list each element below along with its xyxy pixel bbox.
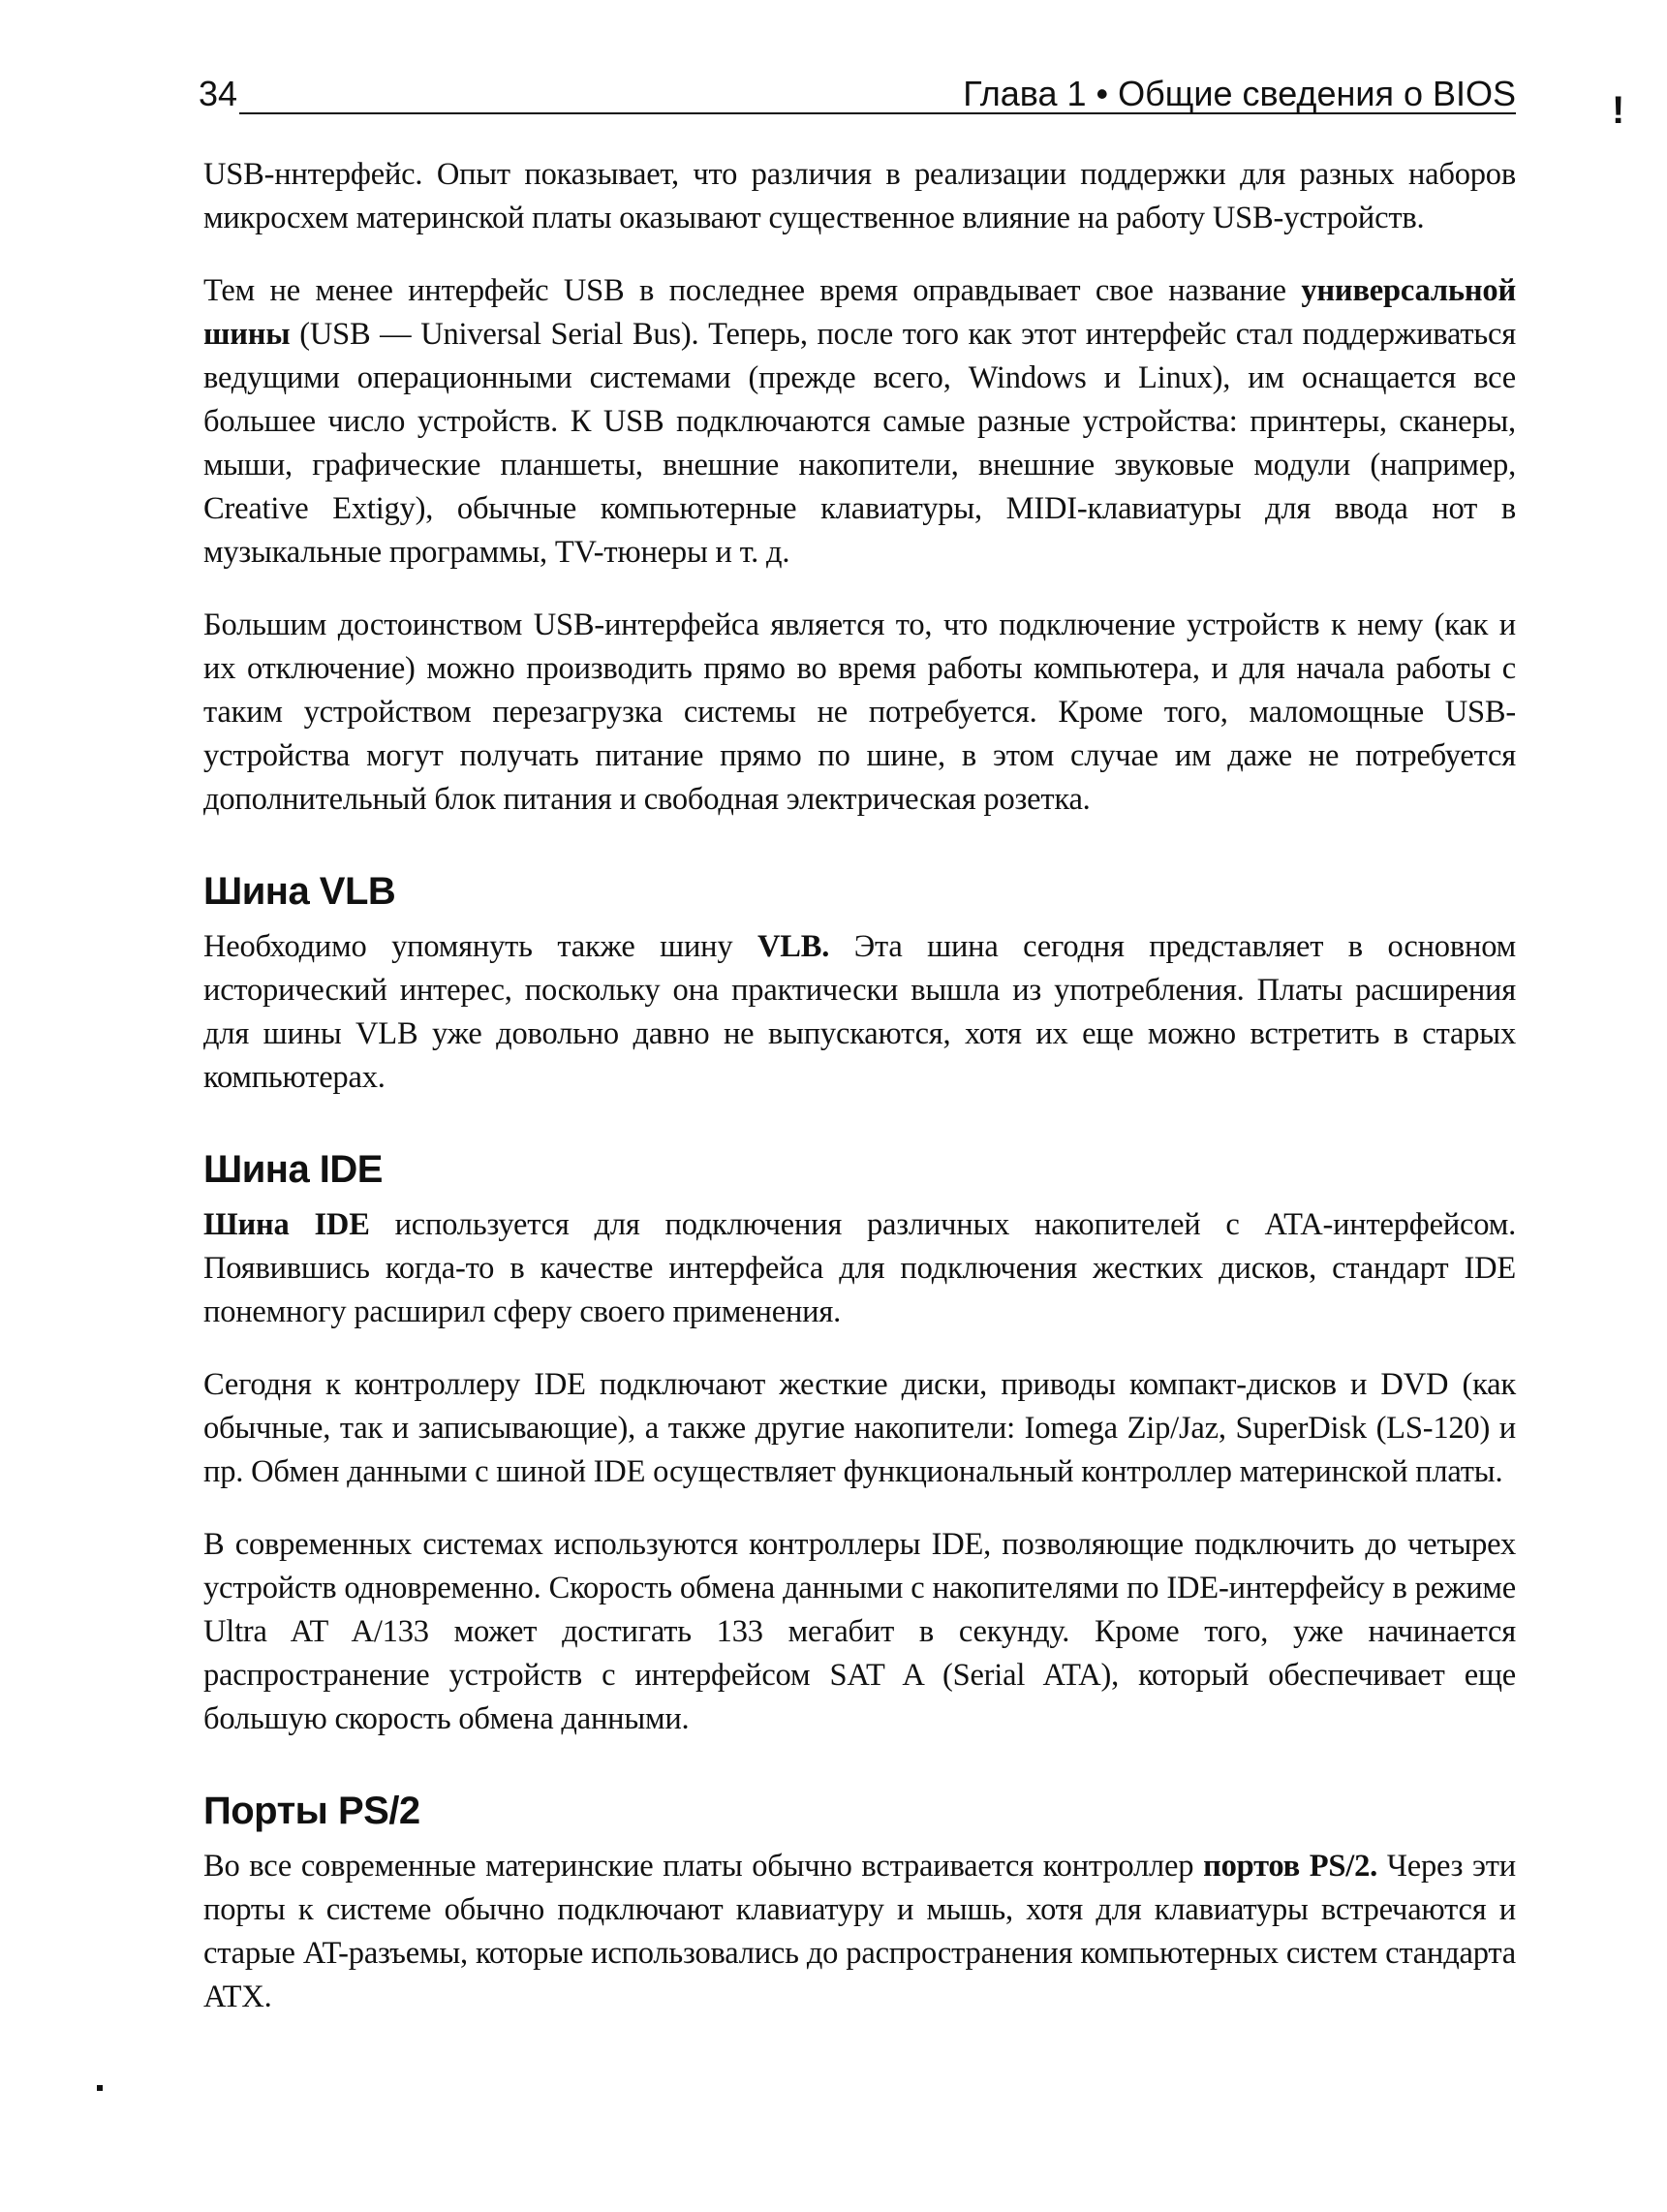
ps2-p1-term: портов PS/2. bbox=[1203, 1849, 1378, 1884]
vlb-p1-text-after: Эта шина сегодня представляет в основном исторический интерес, поскольку она практически вышла из употребления. Платы расширения для шины VLB уже довольно давно не выпускаются, хотя их еще можно встретить в старых компьютерах. bbox=[203, 929, 1516, 1095]
intro-p2-text-before: Тем не менее интерфейс USB в последнее время оправдывает свое название bbox=[203, 273, 1302, 308]
ide-paragraph-2: Сегодня к контроллеру IDE подключают жесткие диски, приводы компакт-дисков и DVD (как обычные, так и записывающие), а также другие накопители: Iomega Zip/Jaz, SuperDisk (LS-120) и пр. Обмен данными с шиной IDE осуществляет функциональный контроллер материнской платы. bbox=[203, 1367, 1516, 1489]
intro-p2-text-after: (USB — Universal Serial Bus). Теперь, после того как этот интерфейс стал поддерживаться ведущими операционными системами (прежде всего, Windows и Linux), им оснащается все большее число устройств. К USB подключаются самые разные устройства: принтеры, сканеры, мыши, графические планшеты, внешние накопители, внешние звуковые модули (например, Creative Extigy), обычные компьютерные клавиатуры, MIDI-клавиатуры для ввода нот в музыкальные программы, TV-тюнеры и т. д. bbox=[203, 317, 1516, 570]
intro-paragraph-2 bbox=[203, 269, 1516, 575]
vlb-paragraph-1 bbox=[203, 925, 1516, 1100]
page-header bbox=[199, 70, 1516, 120]
running-head: Глава 1 • Общие сведения о BIOS bbox=[963, 74, 1516, 113]
page-content bbox=[203, 153, 1516, 2048]
ide-paragraph-1 bbox=[203, 1203, 1516, 1334]
intro-paragraph-1: USB-ннтерфейс. Опыт показывает, что различия в реализации поддержки для разных наборов микросхем материнской платы оказывают существенное влияние на работу USB-устройств. bbox=[203, 157, 1516, 235]
ps2-paragraph-1 bbox=[203, 1845, 1516, 2019]
ps2-heading: Порты PS/2 bbox=[203, 1790, 420, 1832]
ide-p1-term: Шина IDE bbox=[203, 1207, 370, 1242]
vlb-p1-term: VLB. bbox=[756, 929, 830, 964]
ide-p1-text-after: используется для подключения различных накопителей с ATA-интерфейсом. Появившись когда-то в качестве интерфейса для подключения жестких дисков, стандарт IDE понемногу расширил сферу своего применения. bbox=[203, 1207, 1516, 1329]
ide-heading: Шина IDE bbox=[203, 1148, 383, 1191]
scan-speck bbox=[97, 2085, 103, 2091]
vlb-heading: Шина VLB bbox=[203, 870, 396, 913]
vlb-p1-text-before: Необходимо упомянуть также шину bbox=[203, 929, 757, 964]
edge-mark: ! bbox=[1612, 89, 1625, 132]
ps2-p1-text-before: Во все современные материнские платы обычно встраивается контроллер bbox=[203, 1849, 1204, 1884]
ide-paragraph-3: В современных системах используются контроллеры IDE, позволяющие подключить до четырех устройств одновременно. Скорость обмена данными с накопителями по IDE-интерфейсу в режиме Ultra AT A/133 может достигать 133 мегабит в секунду. Кроме того, уже начинается распространение устройств с интерфейсом SAT A (Serial ATA), который обеспечивает еще большую скорость обмена данными. bbox=[203, 1527, 1516, 1736]
page-number: 34 bbox=[199, 74, 238, 113]
intro-paragraph-3: Большим достоинством USB-интерфейса является то, что подключение устройств к нему (как и их отключение) можно производить прямо во время работы компьютера, и для начала работы с таким устройством перезагрузка системы не потребуется. Кроме того, маломощные USB-устройства могут получать питание прямо по шине, в этом случае им даже не потребуется дополнительный блок питания и свободная электрическая розетка. bbox=[203, 608, 1516, 817]
ps2-p1-text-after: Через эти порты к системе обычно подключают клавиатуру и мышь, хотя для клавиатуры встречаются и старые AT-разъемы, которые использовались до распространения компьютерных систем стандарта ATX. bbox=[203, 1849, 1516, 2014]
intro-p2-term: универсальной шины bbox=[203, 273, 1516, 352]
